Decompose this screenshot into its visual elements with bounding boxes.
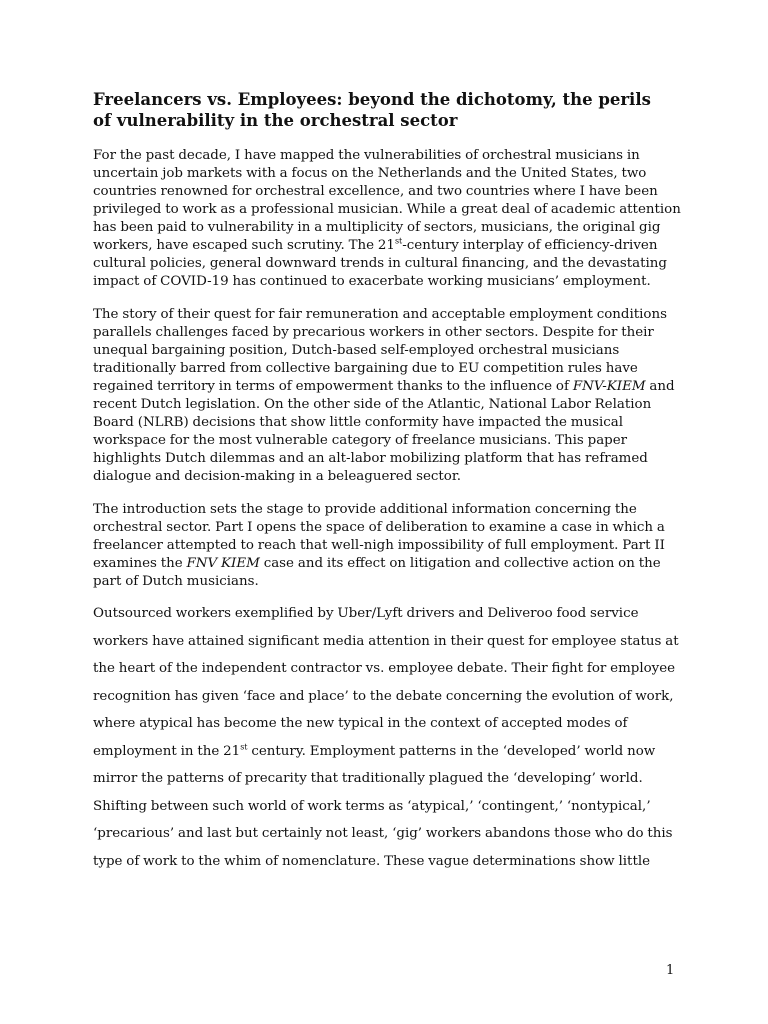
- title-line: Freelancers vs. Employees: beyond the dichotomy, the perils of: [93, 90, 651, 130]
- text-line: workers, have escaped such scrutiny. The 21st-century interplay of efficiency-driven: [93, 236, 658, 253]
- emphasis: FNV KIEM: [186, 556, 260, 571]
- text-line: impact of COVID-19 has continued to exacerbate working musicians’ employment.: [93, 274, 651, 289]
- text-line: The story of their quest for fair remuneration and acceptable employment conditions: [93, 307, 667, 322]
- paragraph-2: [93, 306, 679, 486]
- text-line: type of work to the whim of nomenclature. These vague determinations show little: [93, 853, 651, 869]
- text-line: mirror the patterns of precarity that traditionally plagued the ‘developing’ world.: [93, 771, 643, 786]
- text-line: freelancer attempted to reach that well-nigh impossibility of full employment. Part II: [93, 538, 665, 553]
- text-line: recognition has given ‘face and place’ to the debate concerning the evolution of work,: [93, 688, 674, 704]
- text-line: traditionally barred from collective bargaining due to EU competition rules have: [93, 361, 638, 376]
- title-line: vulnerability in the orchestral sector: [116, 111, 458, 130]
- text-line: The introduction sets the stage to provide additional information concerning the: [93, 502, 637, 517]
- text-line: the heart of the independent contractor vs. employee debate. Their fight for employee: [93, 661, 676, 676]
- document-title: [93, 89, 653, 131]
- paragraph-4: [93, 600, 679, 875]
- text-line: parallels challenges faced by precarious workers in other sectors. Despite for their: [93, 325, 654, 340]
- text-line: cultural policies, general downward trends in cultural financing, and the devastating: [93, 256, 667, 271]
- page-number: 1: [666, 963, 675, 978]
- paragraph-1: [93, 147, 679, 291]
- text-line: For the past decade, I have mapped the vulnerabilities of orchestral musicians in: [93, 148, 640, 163]
- paragraph-3: [93, 501, 679, 591]
- text-line: highlights Dutch dilemmas and an alt-labor mobilizing platform that has reframed: [93, 451, 648, 466]
- text-line: workspace for the most vulnerable category of freelance musicians. This paper: [93, 433, 628, 448]
- text-line: dialogue and decision-making in a beleaguered sector.: [93, 469, 462, 484]
- text-line: Shifting between such world of work terms as ‘atypical,’ ‘contingent,’ ‘nontypical,’: [93, 798, 651, 814]
- emphasis: FNV-KIEM: [572, 379, 646, 394]
- text-line: privileged to work as a professional musician. While a great deal of academic attention: [93, 202, 681, 217]
- text-line: examines the FNV KIEM case and its effect on litigation and collective action on the: [93, 556, 661, 571]
- text-line: part of Dutch musicians.: [93, 574, 259, 589]
- text-line: employment in the 21st century. Employment patterns in the ‘developed’ world now: [93, 742, 656, 759]
- text-line: workers have attained significant media attention in their quest for employee status at: [93, 633, 679, 649]
- text-line: regained territory in terms of empowerment thanks to the influence of FNV-KIEM and: [93, 379, 675, 394]
- text-line: has been paid to vulnerability in a multiplicity of sectors, musicians, the original gig: [93, 220, 661, 235]
- text-line: countries renowned for orchestral excellence, and two countries where I have been: [93, 184, 658, 199]
- text-line: Board (NLRB) decisions that show little conformity have impacted the musical: [93, 415, 624, 430]
- text-line: unequal bargaining position, Dutch-based self-employed orchestral musicians: [93, 343, 620, 358]
- text-line: where atypical has become the new typical in the context of accepted modes of: [93, 716, 628, 731]
- text-line: recent Dutch legislation. On the other side of the Atlantic, National Labor Relation: [93, 397, 652, 412]
- text-line: uncertain job markets with a focus on the Netherlands and the United States, two: [93, 166, 647, 181]
- text-line: orchestral sector. Part I opens the space of deliberation to examine a case in which a: [93, 520, 665, 535]
- text-line: ‘precarious’ and last but certainly not least, ‘gig’ workers abandons those who do this: [93, 826, 673, 841]
- text-line: Outsourced workers exemplified by Uber/Lyft drivers and Deliveroo food service: [93, 606, 639, 621]
